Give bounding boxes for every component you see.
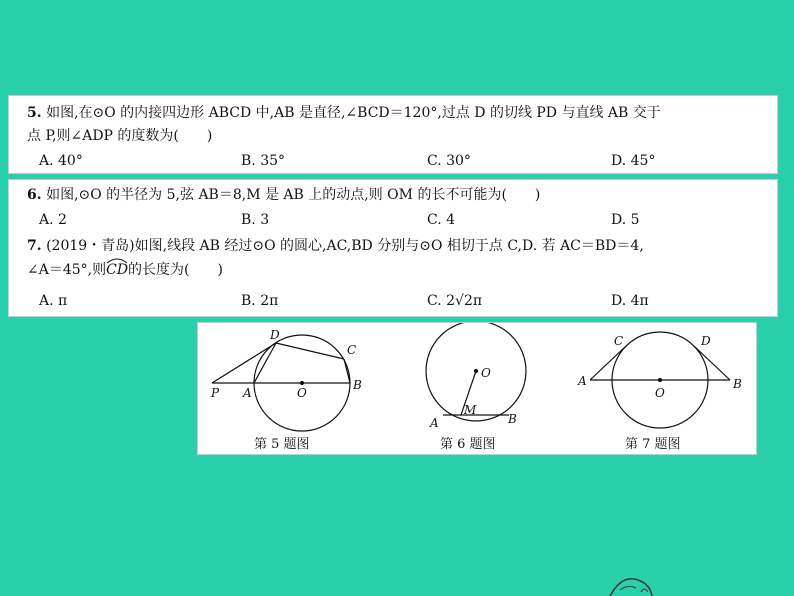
q6-option-a[interactable]: A. 2 [39,212,67,228]
question-5-card [8,95,778,174]
fig5-center-dot [301,382,304,385]
q7-option-a[interactable]: A. π [39,293,68,309]
figures-panel [197,322,757,455]
q5-option-a[interactable]: A. 40° [39,153,83,169]
fig5-label-a: A [243,386,252,400]
decorative-doodle-icon [600,566,670,596]
q6-option-d[interactable]: D. 5 [611,212,640,228]
question-6-text: 如图,⊙O 的半径为 5,弦 AB＝8,M 是 AB 上的动点,则 OM 的长不可能为( ) [46,187,541,203]
question-5-line2: 点 P,则∠ADP 的度数为( ) [27,128,213,144]
fig5-label-o: O [297,386,307,400]
fig7-label-c: C [614,334,624,348]
q5-option-b[interactable]: B. 35° [241,153,286,169]
question-5-line1 [27,104,661,122]
question-6-7-card [8,179,778,317]
arc-cd [106,261,128,279]
fig6-label-m: M [464,403,477,417]
q7-option-b[interactable]: B. 2π [241,293,279,309]
fig5-chord-ad [254,343,276,383]
question-6-line1 [27,186,540,204]
figure-7-labels [577,334,742,400]
fig7-label-o: O [655,386,665,400]
fig5-tangent-pd [212,343,276,383]
question-7-text: (2019・青岛)如图,线段 AB 经过⊙O 的圆心,AC,BD 分别与⊙O 相切于点 C,D. 若 AC＝BD＝4, [46,238,644,254]
question-7-text-b: 的长度为( ) [128,262,223,278]
question-5-number: 5. [27,105,42,121]
q6-option-b[interactable]: B. 3 [241,212,270,228]
fig5-chord-dc [276,343,344,359]
arc-mark-icon [106,257,128,264]
fig5-label-d: D [270,328,280,342]
fig6-center-dot [475,370,478,373]
fig6-caption: 第 6 题图 [440,437,496,452]
q7-option-c[interactable]: C. 2√2π [427,293,483,309]
figure-5 [212,335,350,431]
fig7-label-d: D [701,334,711,348]
question-7-line2 [27,261,223,279]
fig5-caption: 第 5 题图 [254,437,310,452]
fig6-label-a: A [430,416,439,430]
figure-5-labels [210,328,362,400]
fig6-label-b: B [508,412,517,426]
question-7-text-a: ∠A＝45°,则 [27,262,107,278]
fig7-tangent-bd [694,346,730,380]
fig7-center-dot [659,379,662,382]
fig5-label-c: C [347,343,357,357]
question-5-text: 如图,在⊙O 的内接四边形 ABCD 中,AB 是直径,∠BCD＝120°,过点 D 的切线 PD 与直线 AB 交于 [46,105,661,121]
fig7-label-b: B [733,377,742,391]
fig7-caption: 第 7 题图 [625,437,681,452]
fig7-tangent-ac [590,346,626,380]
fig5-chord-cb [344,359,350,383]
q5-option-d[interactable]: D. 45° [611,153,656,169]
question-7-line1 [27,237,644,255]
q7-option-d[interactable]: D. 4π [611,293,649,309]
question-7-number: 7. [27,238,42,254]
fig7-label-a: A [578,374,587,388]
fig5-label-p: P [211,386,220,400]
question-6-number: 6. [27,187,42,203]
arc-cd-label: CD [106,262,129,278]
fig5-label-b: B [353,378,362,392]
q5-option-c[interactable]: C. 30° [427,153,471,169]
fig6-label-o: O [481,366,491,380]
q6-option-c[interactable]: C. 4 [427,212,456,228]
